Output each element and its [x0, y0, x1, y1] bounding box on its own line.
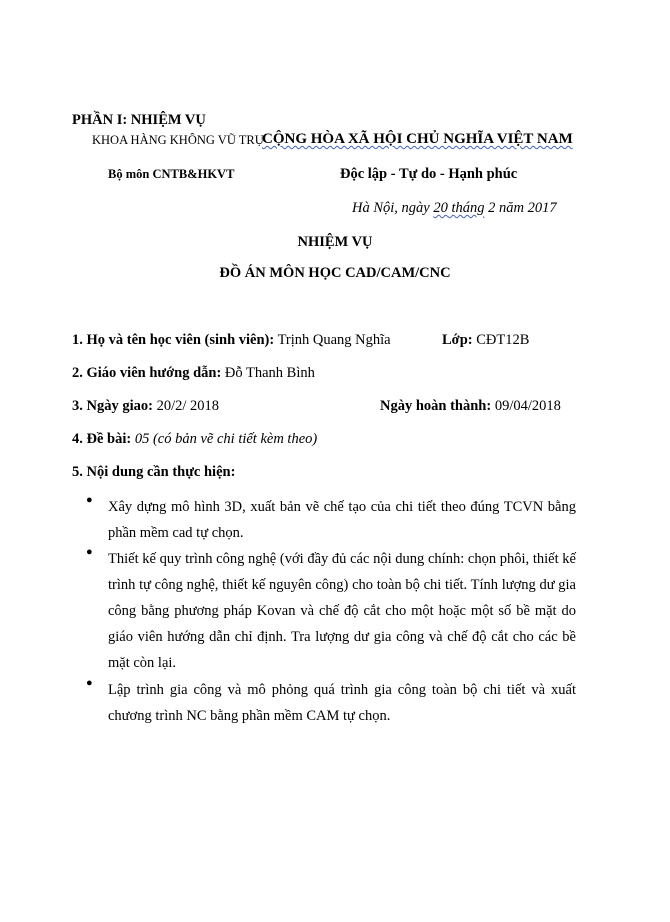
- due-date-label: Ngày hoàn thành:: [380, 398, 492, 414]
- bullet-icon: ●: [86, 494, 93, 506]
- task-text: Lập trình gia công và mô phỏng quá trình gia công toàn bộ chi tiết và xuất chương trình NC bằng phần mềm CAM tự chọn.: [108, 682, 576, 724]
- assigned-date-value: 20/2/ 2018: [152, 398, 220, 414]
- republic-name: [262, 131, 573, 148]
- date-day: 20: [433, 200, 448, 216]
- due-date-value: 09/04/2018: [491, 398, 561, 414]
- topic-row: [72, 431, 317, 448]
- topic-label: 4. Đề bài:: [72, 431, 132, 447]
- document-date: [352, 200, 557, 217]
- document-subtitle: ĐỒ ÁN MÔN HỌC CAD/CAM/CNC: [219, 265, 451, 281]
- task-text: Xây dựng mô hình 3D, xuất bản vẽ chế tạo của chi tiết theo đúng TCVN bằng phần mềm cad tự chọn.: [108, 499, 576, 541]
- class-label: Lớp:: [442, 332, 473, 348]
- task-item: [88, 546, 576, 676]
- student-name-row: [72, 332, 391, 349]
- class-row: [442, 332, 529, 349]
- advisor-value: Đỗ Thanh Bình: [221, 365, 315, 381]
- republic-text: CỘNG HÒA XÃ HỘI CHỦ NGHĨA VIỆT NAM: [262, 131, 573, 147]
- date-prefix: Hà Nội, ngày: [352, 200, 434, 216]
- bullet-icon: ●: [86, 677, 93, 689]
- advisor-row: [72, 365, 315, 382]
- faculty-name: KHOA HÀNG KHÔNG VŨ TRỤ: [92, 133, 264, 147]
- content-heading: 5. Nội dung cần thực hiện:: [72, 464, 236, 480]
- class-value: CĐT12B: [472, 332, 530, 348]
- task-item: [88, 677, 576, 729]
- assigned-date-row: [72, 398, 219, 415]
- task-text: Thiết kế quy trình công nghệ (với đầy đủ các nội dung chính: chọn phôi, thiết kế trình tự công nghệ, thiết kế nguyên công) cho toàn bộ chi tiết. Tính lượng dư gia công bằng phương pháp Kovan và chế độ cắt cho một hoặc một số bề mặt do giáo viên hướng dẫn chỉ định. Tra lượng dư gia công và chế độ cắt cho các bề mặt còn lại.: [108, 551, 576, 671]
- bullet-icon: ●: [86, 546, 93, 558]
- topic-value: 05 (có bản vẽ chi tiết kèm theo): [131, 431, 318, 447]
- document-title: NHIỆM VỤ: [297, 234, 373, 250]
- department-name: Bộ môn CNTB&HKVT: [108, 167, 235, 181]
- assigned-date-label: 3. Ngày giao:: [72, 398, 153, 414]
- national-motto: Độc lập - Tự do - Hạnh phúc: [340, 166, 518, 182]
- advisor-label: 2. Giáo viên hướng dẫn:: [72, 365, 222, 381]
- date-month-word: tháng: [447, 200, 485, 216]
- due-date-row: [380, 398, 561, 415]
- task-item: [88, 494, 576, 546]
- student-name-value: Trịnh Quang Nghĩa: [274, 332, 391, 348]
- part-heading: PHẦN I: NHIỆM VỤ: [72, 112, 206, 128]
- date-rest: 2 năm 2017: [484, 200, 557, 216]
- student-name-label: 1. Họ và tên học viên (sinh viên):: [72, 332, 275, 348]
